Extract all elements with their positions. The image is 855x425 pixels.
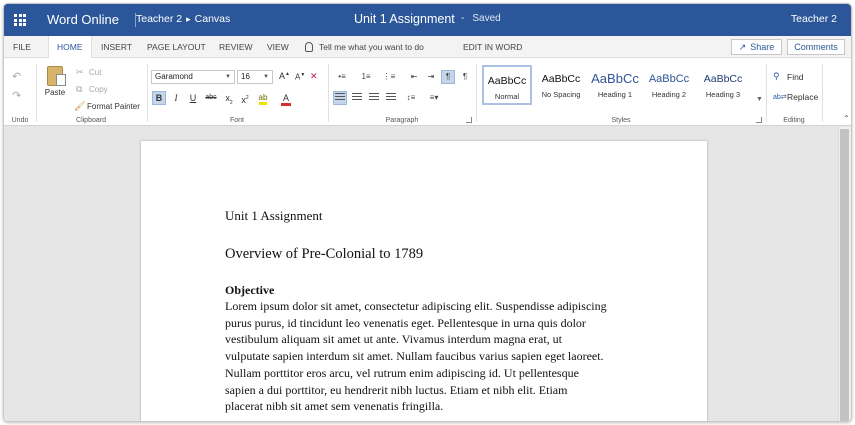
group-divider — [822, 64, 823, 122]
replace-label: Replace — [787, 92, 819, 102]
chevron-down-icon: ▼ — [225, 74, 231, 80]
paragraph-launcher-icon[interactable] — [466, 117, 472, 123]
tab-view[interactable]: VIEW — [267, 42, 289, 52]
breadcrumb-location[interactable]: Canvas — [194, 13, 231, 25]
status-text: Saved — [472, 13, 501, 24]
breadcrumb — [136, 13, 230, 25]
multilevel-list-icon[interactable]: ⋮≡ — [382, 72, 396, 81]
replace-button[interactable] — [773, 92, 818, 102]
body-line: vestibulum aliquam sit amet ut ante. Vivamus interdum magna erat, ut — [225, 332, 562, 347]
styles-group-label: Styles — [611, 117, 631, 124]
clipboard-icon — [47, 66, 63, 86]
paragraph-spacing-icon[interactable]: ≡▾ — [429, 93, 439, 102]
style-sample: AaBbCc — [648, 73, 690, 85]
underline-button[interactable]: U — [189, 93, 197, 103]
style-sample: AaBbCc — [541, 73, 581, 85]
doc-section-heading[interactable]: Objective — [225, 283, 275, 297]
save-status — [461, 13, 501, 24]
paste-label: Paste — [44, 88, 66, 97]
cut-button[interactable] — [76, 67, 101, 78]
tab-home[interactable]: HOME — [48, 36, 92, 59]
find-label: Find — [787, 71, 804, 82]
scrollbar-thumb[interactable] — [840, 129, 849, 421]
copy-icon: ⧉ — [76, 84, 83, 94]
find-button[interactable] — [773, 71, 804, 82]
title-bar — [4, 4, 851, 36]
style-sample: AaBbCc — [703, 73, 743, 85]
style-name: Heading 1 — [597, 90, 633, 99]
font-family-dropdown[interactable] — [151, 70, 235, 84]
search-icon: ⚲ — [773, 71, 780, 81]
font-color-button[interactable] — [277, 91, 295, 105]
align-right-icon[interactable] — [367, 91, 381, 105]
superscript-button[interactable]: $x^2$ — [241, 95, 249, 105]
body-line: vulputate sapien interdum sit amet. Nullam faucibus varius sapien eget laoreet. — [225, 349, 604, 364]
superscript-label: x — [241, 95, 246, 105]
format-painter-label: Format Painter — [87, 102, 140, 111]
style-sample: AaBbCc — [591, 71, 639, 86]
clear-formatting-icon[interactable]: ✕ — [310, 71, 318, 81]
style-name: Heading 3 — [705, 90, 741, 99]
grow-font-label: A — [279, 71, 286, 81]
italic-button[interactable]: I — [174, 93, 178, 103]
font-color-label: A — [281, 93, 291, 106]
body-line: Lorem ipsum dolor sit amet, consectetur adipiscing elit. Suspendisse adipiscing — [225, 299, 607, 313]
tab-page-layout[interactable]: PAGE LAYOUT — [147, 42, 206, 52]
undo-group — [4, 58, 36, 126]
clipboard-group-label: Clipboard — [76, 117, 106, 124]
body-line: purus purus, id tincidunt leo venenatis eget. Pellentesque in urna quis dolor — [225, 315, 586, 330]
paintbrush-icon: 🖌 — [74, 101, 86, 111]
replace-icon: ab⇄ — [773, 94, 787, 101]
bullets-icon[interactable]: •≡ — [338, 72, 346, 81]
body-line: Nullam porttitor eros arcu, vel rutrum enim adipiscing id. Ut pellentesque — [225, 365, 579, 380]
shrink-font-button[interactable]: A▼ — [295, 72, 306, 82]
font-group-label: Font — [229, 117, 244, 124]
body-line: sapien a dui porttitor, eu hendrerit nibh luctus. Etiam et nibh elit. Etiam — [225, 382, 568, 397]
cut-label: Cut — [89, 68, 102, 77]
share-label: Share — [750, 42, 775, 52]
editing-group-label: Editing — [783, 117, 805, 124]
doc-subtitle[interactable]: Overview of Pre-Colonial to 1789 — [225, 246, 424, 262]
format-painter-button[interactable] — [74, 101, 140, 112]
vertical-scrollbar[interactable] — [838, 127, 851, 422]
ribbon-home — [4, 58, 851, 126]
document-title[interactable]: Unit 1 Assignment — [354, 12, 455, 26]
app-launcher-button[interactable] — [4, 4, 36, 36]
paragraph-group-label: Paragraph — [385, 117, 419, 124]
tab-review[interactable]: REVIEW — [219, 42, 253, 52]
style-normal[interactable] — [482, 65, 532, 105]
grow-font-button[interactable]: A▲ — [279, 71, 290, 81]
copy-label: Copy — [89, 85, 108, 94]
doc-title[interactable]: Unit 1 Assignment — [225, 208, 323, 223]
styles-more-icon[interactable]: ▼ — [756, 96, 763, 103]
tell-me-search[interactable] — [305, 36, 424, 58]
style-heading-2[interactable] — [644, 65, 694, 105]
subscript-button[interactable]: $x_2$ — [225, 93, 233, 106]
decrease-indent-icon[interactable]: ⇤ — [410, 72, 418, 81]
edit-in-word-button[interactable]: EDIT IN WORD — [463, 42, 523, 52]
comments-button[interactable]: Comments — [787, 39, 845, 55]
styles-launcher-icon[interactable] — [756, 117, 762, 123]
style-heading-3[interactable] — [698, 65, 748, 105]
font-size-dropdown[interactable] — [237, 70, 273, 84]
undo-group-label: Undo — [11, 117, 29, 124]
breadcrumb-user[interactable]: Teacher 2 — [136, 13, 183, 25]
highlight-color-button[interactable] — [254, 91, 272, 105]
style-heading-1[interactable] — [590, 65, 640, 105]
waffle-icon — [14, 14, 26, 26]
redo-icon[interactable]: ↷ — [12, 90, 22, 102]
font-size-value: 16 — [241, 72, 250, 81]
justify-icon[interactable] — [384, 91, 398, 105]
style-no-spacing[interactable] — [536, 65, 586, 105]
copy-button[interactable] — [76, 84, 108, 95]
ltr-direction-icon[interactable]: ¶ — [441, 70, 455, 84]
scissors-icon: ✂ — [76, 67, 84, 77]
tab-insert[interactable]: INSERT — [101, 42, 133, 52]
doc-body-paragraph[interactable] — [225, 298, 625, 415]
style-name: No Spacing — [541, 90, 581, 99]
undo-icon[interactable]: ↶ — [12, 71, 22, 83]
style-name: Heading 2 — [651, 90, 687, 99]
line-spacing-icon[interactable]: ↕≡ — [406, 93, 416, 102]
rtl-direction-icon[interactable]: ¶ — [462, 72, 468, 81]
increase-indent-icon[interactable]: ⇥ — [427, 72, 435, 81]
lightbulb-icon — [305, 42, 313, 52]
document-canvas[interactable] — [4, 127, 851, 422]
collapse-ribbon-icon[interactable]: ⌃ — [843, 114, 850, 123]
undo-redo-stack — [12, 68, 21, 106]
tell-me-label: Tell me what you want to do — [319, 42, 424, 52]
word-online-window — [3, 3, 852, 422]
chevron-down-icon: ▼ — [263, 74, 269, 80]
style-sample: AaBbCc — [487, 75, 527, 87]
tab-file[interactable]: FILE — [13, 42, 31, 52]
numbering-icon[interactable]: 1≡ — [361, 72, 371, 81]
app-name[interactable]: Word Online — [47, 12, 120, 27]
ribbon-tab-bar — [4, 36, 851, 58]
share-button[interactable] — [731, 39, 782, 55]
status-dash: - — [461, 13, 465, 24]
user-name[interactable]: Teacher 2 — [790, 13, 837, 25]
align-center-icon[interactable] — [350, 91, 364, 105]
shrink-font-label: A — [295, 72, 301, 82]
share-icon: ↗ — [738, 41, 747, 52]
font-family-value: Garamond — [155, 72, 193, 81]
bold-button[interactable]: B — [152, 91, 166, 105]
style-name: Normal — [494, 92, 520, 101]
strikethrough-button[interactable]: abc — [205, 94, 217, 101]
paste-button[interactable] — [42, 66, 68, 97]
chevron-right-icon: ▸ — [186, 13, 191, 24]
body-line: placerat nibh sit amet sem venenatis fringilla. — [225, 399, 444, 414]
highlighter-icon: ab — [259, 93, 268, 105]
subscript-label: x — [225, 93, 230, 103]
align-left-icon[interactable] — [333, 91, 347, 105]
document-page[interactable] — [140, 140, 708, 422]
